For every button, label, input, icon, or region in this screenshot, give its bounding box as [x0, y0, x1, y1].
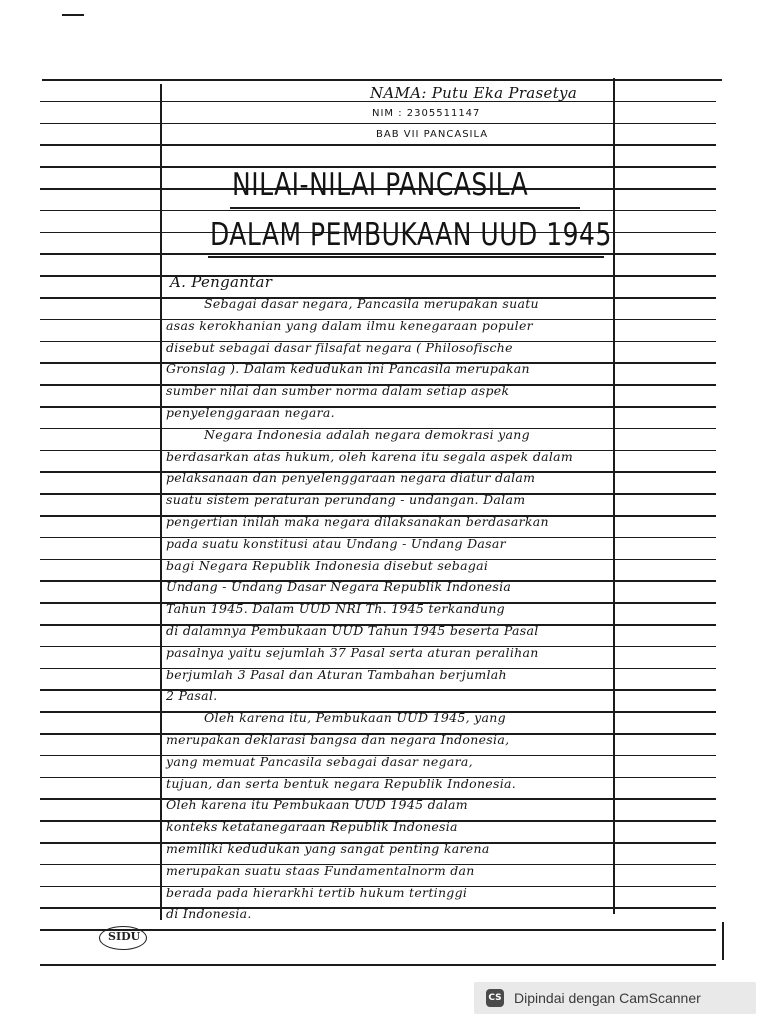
page-title-line-2: DALAM PEMBUKAAN UUD 1945	[210, 216, 612, 253]
body-line: Negara Indonesia adalah negara demokrasi yang	[204, 426, 530, 442]
body-line: pasalnya yaitu sejumlah 37 Pasal serta aturan peralihan	[166, 644, 539, 660]
ruled-line	[42, 79, 722, 81]
body-line: pengertian inilah maka negara dilaksanakan berdasarkan	[166, 514, 549, 529]
ruled-line	[40, 689, 716, 691]
body-line: Oleh karena itu, Pembukaan UUD 1945, yang	[204, 710, 506, 726]
ruled-line	[40, 275, 716, 277]
body-line: berdasarkan atas hukum, oleh karena itu segala aspek dalam	[166, 448, 574, 464]
body-line: berjumlah 3 Pasal dan Aturan Tambahan berjumlah	[166, 666, 507, 682]
body-line: di dalamnya Pembukaan UUD Tahun 1945 beserta Pasal	[166, 623, 539, 638]
body-line: konteks ketatanegaraan Republik Indonesia	[166, 819, 458, 835]
right-margin-line	[613, 78, 615, 914]
camscanner-watermark	[474, 982, 756, 1014]
body-line: berada pada hierarkhi tertib hukum tertinggi	[166, 884, 468, 900]
title-underline-2	[208, 256, 604, 258]
body-line: memiliki kedudukan yang sangat penting karena	[166, 841, 490, 856]
top-left-dash	[62, 14, 84, 16]
title-underline-1	[230, 207, 580, 209]
section-heading: A. Pengantar	[170, 273, 273, 291]
body-line: bagi Negara Republik Indonesia disebut sebagai	[166, 557, 489, 573]
body-line: Undang - Undang Dasar Negara Republik Indonesia	[166, 579, 512, 595]
ruled-line	[40, 210, 716, 212]
body-line: tujuan, dan serta bentuk negara Republik Indonesia.	[166, 775, 517, 791]
body-line: 2 Pasal.	[166, 688, 218, 704]
ruled-line	[40, 406, 716, 408]
body-line: penyelenggaraan negara.	[166, 405, 335, 420]
body-line: disebut sebagai dasar filsafat negara ( Philosofische	[166, 339, 513, 355]
right-edge-mark	[722, 922, 724, 960]
ruled-line	[40, 253, 716, 255]
ruled-line	[40, 123, 716, 125]
body-line: merupakan suatu staas Fundamentalnorm dan	[166, 862, 475, 878]
body-line: di Indonesia.	[166, 906, 252, 922]
body-line: pelaksanaan dan penyelenggaraan negara diatur dalam	[166, 470, 536, 486]
body-line: suatu sistem peraturan perundang - undangan. Dalam	[166, 492, 526, 508]
camscanner-label: Dipindai dengan CamScanner	[514, 990, 701, 1006]
camscanner-icon: CS	[486, 989, 504, 1007]
student-nim: NIM : 2305511147	[372, 108, 481, 119]
body-line: Tahun 1945. Dalam UUD NRI Th. 1945 terkandung	[166, 601, 505, 617]
body-line: Gronslag ). Dalam kedudukan ini Pancasila merupakan	[166, 361, 530, 377]
body-line: Sebagai dasar negara, Pancasila merupakan suatu	[204, 296, 539, 311]
stamp-seal	[99, 926, 147, 950]
body-line: sumber nilai dan sumber norma dalam setiap aspek	[166, 383, 510, 399]
body-line: asas kerokhanian yang dalam ilmu kenegaraan populer	[166, 317, 533, 333]
ruled-line	[40, 144, 716, 146]
body-line: pada suatu konstitusi atau Undang - Undang Dasar	[166, 535, 506, 551]
body-line: merupakan deklarasi bangsa dan negara Indonesia,	[166, 732, 510, 747]
page-title-line-1: NILAI-NILAI PANCASILA	[232, 166, 529, 203]
body-line: Oleh karena itu Pembukaan UUD 1945 dalam	[166, 797, 468, 813]
body-line: yang memuat Pancasila sebagai dasar negara,	[166, 753, 473, 769]
chapter-label: BAB VII PANCASILA	[376, 129, 489, 140]
stamp-text: SIDU	[108, 930, 141, 943]
student-name: NAMA: Putu Eka Prasetya	[370, 84, 578, 102]
ruled-line	[40, 907, 716, 909]
bottom-ruled-line	[40, 964, 716, 966]
